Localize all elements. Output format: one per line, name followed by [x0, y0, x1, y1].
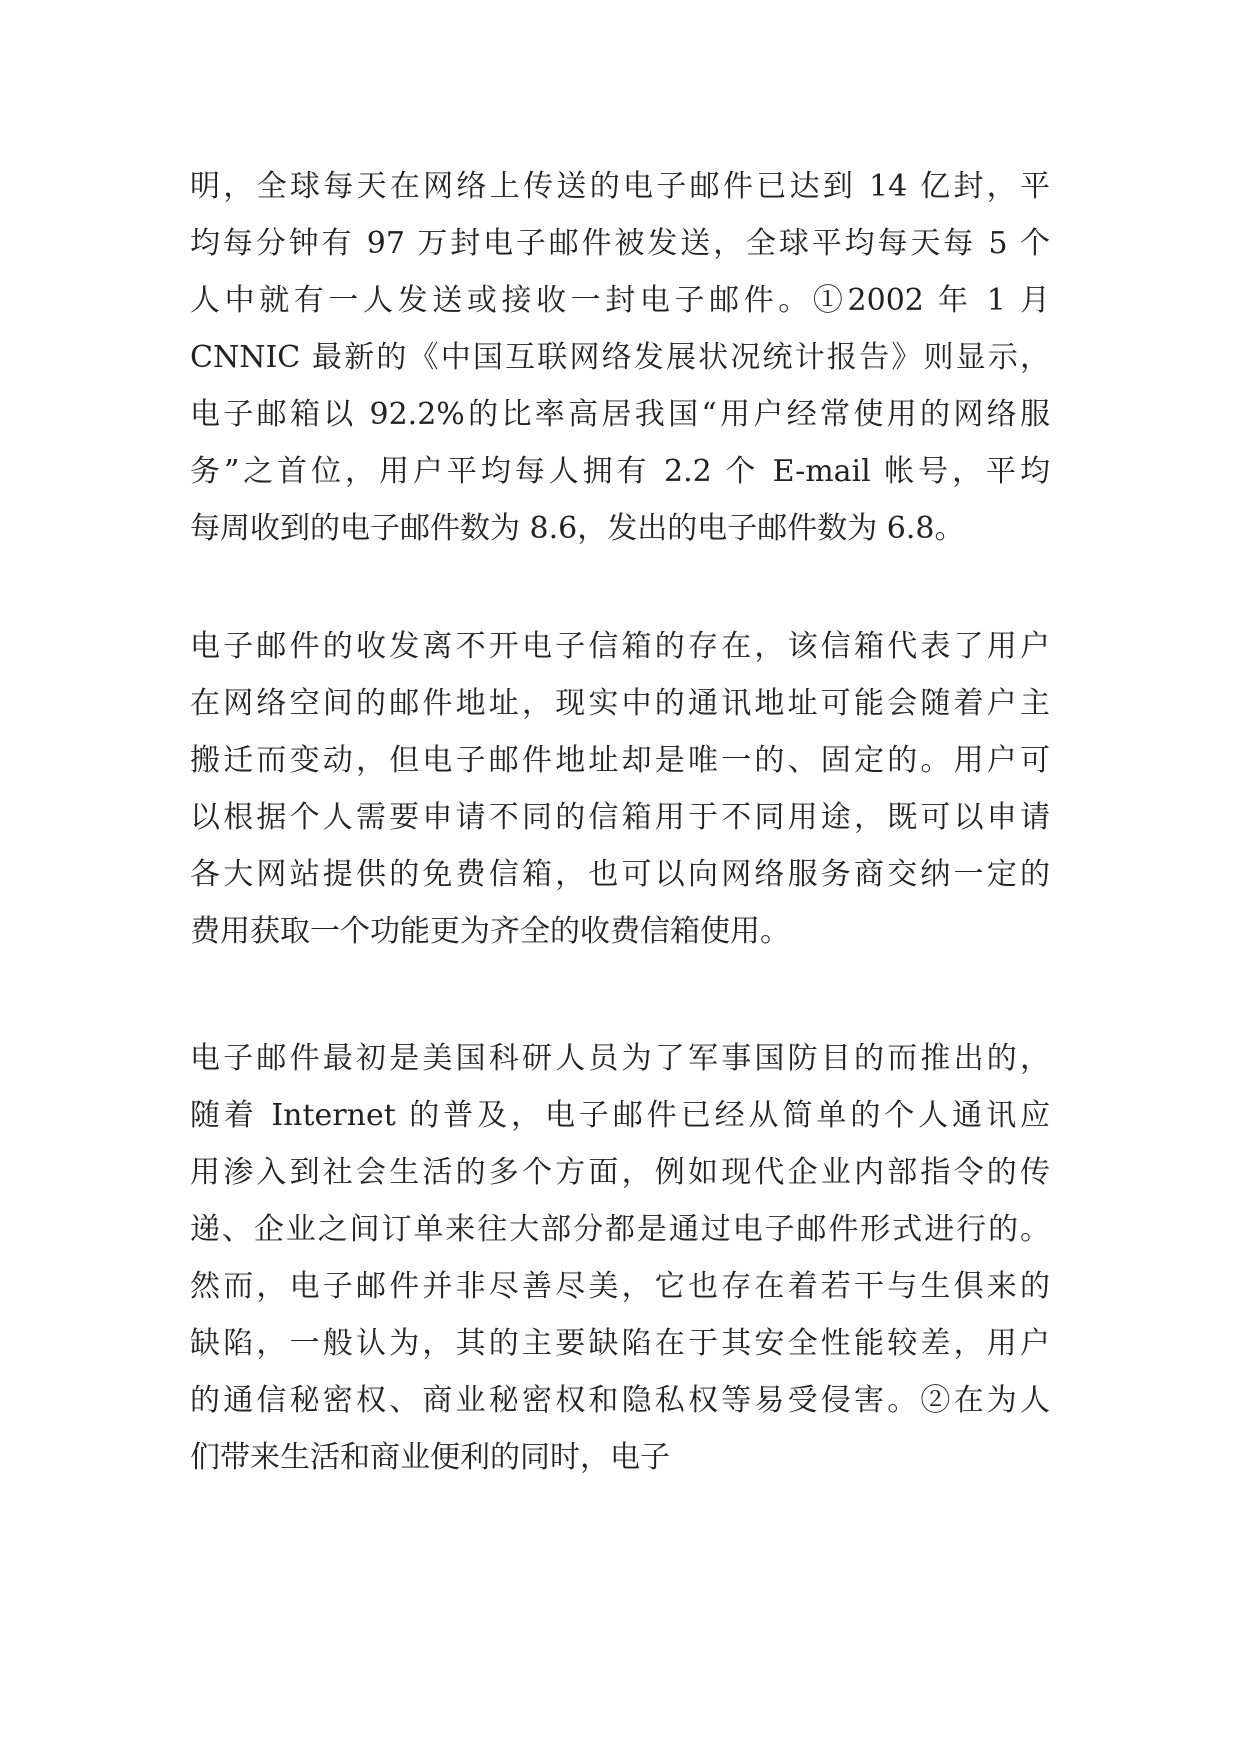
text-line: 费用获取一个功能更为齐全的收费信箱使用。	[190, 914, 790, 949]
text-line: CNNIC 最新的《中国互联网络发展状况统计报告》则显示，	[190, 340, 1050, 375]
text-line: 以根据个人需要申请不同的信箱用于不同用途，既可以申请	[190, 800, 1050, 835]
text-line: 人中就有一人发送或接收一封电子邮件。①2002 年 1 月	[190, 283, 1050, 318]
paragraph-email-statistics	[190, 158, 1050, 557]
text-line: 均每分钟有 97 万封电子邮件被发送，全球平均每天每 5 个	[190, 226, 1050, 261]
paragraph-email-history-defects	[190, 1030, 1050, 1486]
text-line: 缺陷，一般认为，其的主要缺陷在于其安全性能较差，用户	[190, 1326, 1050, 1361]
text-line: 电子邮件的收发离不开电子信箱的存在，该信箱代表了用户	[190, 629, 1050, 664]
text-line: 电子邮箱以 92.2%的比率高居我国“用户经常使用的网络服	[190, 397, 1050, 432]
text-line: 然而，电子邮件并非尽善尽美，它也存在着若干与生俱来的	[190, 1269, 1050, 1304]
text-line: 们带来生活和商业便利的同时，电子	[190, 1440, 670, 1475]
text-line: 每周收到的电子邮件数为 8.6，发出的电子邮件数为 6.8。	[190, 511, 965, 546]
text-line: 的通信秘密权、商业秘密权和隐私权等易受侵害。②在为人	[190, 1383, 1050, 1418]
text-line: 用渗入到社会生活的多个方面，例如现代企业内部指令的传	[190, 1155, 1050, 1190]
paragraph-email-mailbox	[190, 618, 1050, 960]
text-line: 在网络空间的邮件地址，现实中的通讯地址可能会随着户主	[190, 686, 1050, 721]
text-line: 各大网站提供的免费信箱，也可以向网络服务商交纳一定的	[190, 857, 1050, 892]
text-line: 递、企业之间订单来往大部分都是通过电子邮件形式进行的。	[190, 1212, 1050, 1247]
text-line: 电子邮件最初是美国科研人员为了军事国防目的而推出的，	[190, 1041, 1050, 1076]
text-line: 务”之首位，用户平均每人拥有 2.2 个 E-mail 帐号，平均	[190, 454, 1050, 489]
text-line: 随着 Internet 的普及，电子邮件已经从简单的个人通讯应	[190, 1098, 1050, 1133]
text-line: 搬迁而变动，但电子邮件地址却是唯一的、固定的。用户可	[190, 743, 1050, 778]
text-line: 明，全球每天在网络上传送的电子邮件已达到 14 亿封，平	[190, 169, 1050, 204]
